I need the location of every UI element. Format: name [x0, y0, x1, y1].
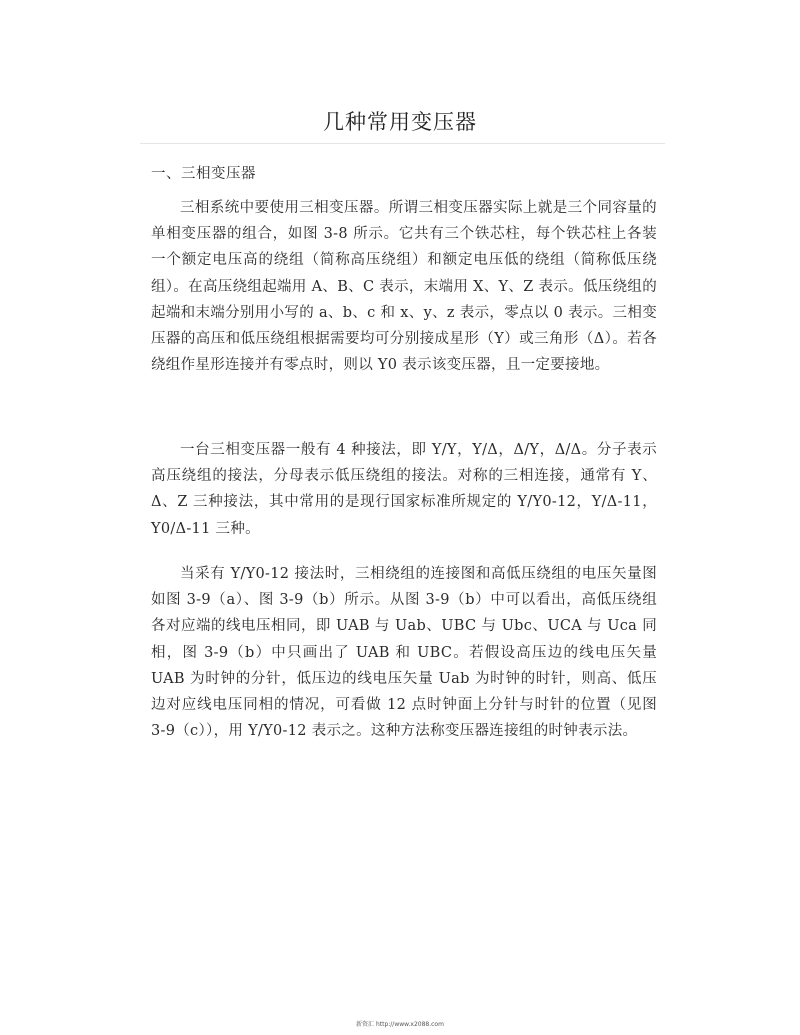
paragraph-3: 当采有 Y/Y0-12 接法时，三相绕组的连接图和高低压绕组的电压矢量图如图 3-9（a）、图 3-9（b）所示。从图 3-9（b）中可以看出，高低压绕组各对应端的线电压相同，即 UAB 与 Uab、UBC 与 Ubc、UCA 与 Uca 同相，图 3-9（b）中只画出了 UAB 和 UBC。若假设高压边的线电压矢量 UAB 为时钟的分针，低压边的线电压矢量 Uab 为时钟的时针，则高、低压边对应线电压同相的情况，可看做 12 点时钟面上分针与时针的位置（见图 3-9（c）），用 Y/Y0-12 表示之。这种方法称变压器连接组的时钟表示法。	[151, 566, 657, 740]
paragraph-1: 三相系统中要使用三相变压器。所谓三相变压器实际上就是三个同容量的单相变压器的组合，如图 3-8 所示。它共有三个铁芯柱，每个铁芯柱上各装一个额定电压高的绕组（简称高压绕组）和额定电压低的绕组（简称低压绕组）。在高压绕组起端用 A、B、C 表示，末端用 X、Y、Z 表示。低压绕组的起端和末端分别用小写的 a、b、c 和 x、y、z 表示，零点以 0 表示。三相变压器的高压和低压绕组根据需要均可分别接成星形（Y）或三角形（Δ）。若各绕组作星形连接并有零点时，则以 Y0 表示该变压器，且一定要接地。	[151, 200, 657, 374]
title-divider	[140, 143, 665, 144]
page-title: 几种常用变压器	[323, 110, 477, 134]
paragraph-2: 一台三相变压器一般有 4 种接法，即 Y/Y，Y/Δ，Δ/Y，Δ/Δ。分子表示高压绕组的接法，分母表示低压绕组的接法。对称的三相连接，通常有 Y、Δ、Z 三种接法，其中常用的是现行国家标准所规定的 Y/Y0-12，Y/Δ-11，Y0/Δ-11 三种。	[151, 442, 657, 537]
section-heading: 一、三相变压器	[151, 166, 256, 182]
page-footer-watermark: 新资汇 http://www.x2088.com	[356, 1021, 444, 1028]
